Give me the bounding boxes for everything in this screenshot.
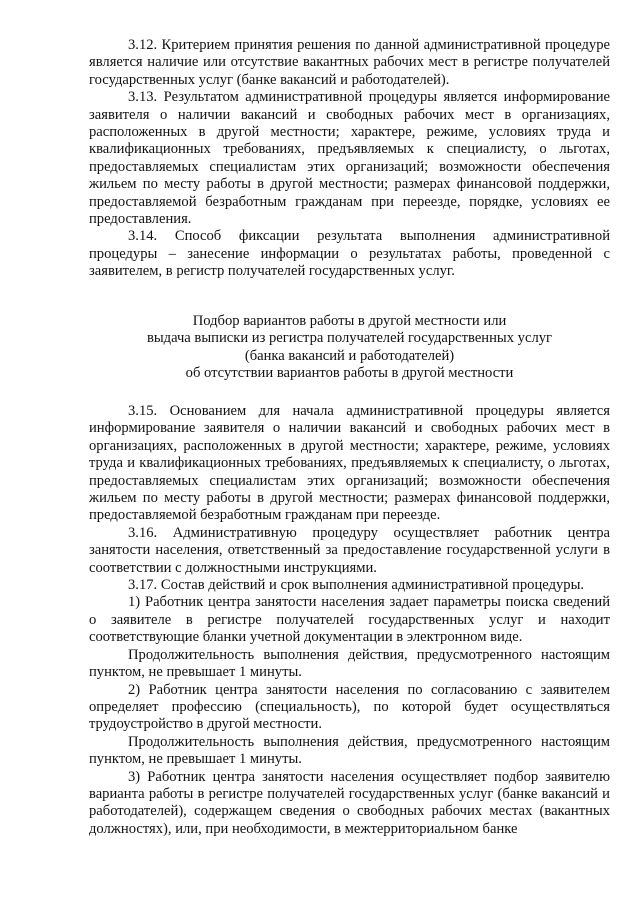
heading-line: выдача выписки из регистра получателей государственных услуг: [146, 330, 553, 347]
heading-line: Подбор вариантов работы в другой местности или: [192, 313, 507, 329]
section-3-15-3-17: [89, 403, 610, 838]
heading-line: об отсутствии вариантов работы в другой местности: [185, 365, 514, 382]
section-heading: [89, 313, 610, 383]
duration-note-2: Продолжительность выполнения действия, предусмотренного настоящим пунктом, не превышает 1 минуты.: [89, 733, 610, 768]
paragraph-3-14: 3.14. Способ фиксации результата выполнения административной процедуры – занесение информации о результатах работы, проведенной с заявителем, в регистр получателей государственных услуг.: [89, 228, 610, 280]
list-item-2: 2) Работник центра занятости населения по согласованию с заявителем определяет профессию (специальность), по которой будет осуществляться трудоустройство в другой местности.: [89, 681, 610, 733]
list-item-1: 1) Работник центра занятости населения задает параметры поиска сведений о заявителе в регистре получателей государственных услуг и находит соответствующие бланки учетной документации в электронном виде.: [89, 594, 610, 646]
paragraph-3-13: 3.13. Результатом административной процедуры является информирование заявителя о наличии вакансий и свободных рабочих мест в организациях, расположенных в другой местности; характере, режиме, условиях труда и квалификационных требованиях, предъявляемых к специалисту, о льготах, предоставляемых специалистам этих организаций; возможности обеспечения жильем по месту работы в другой местности; размерах финансовой поддержки, предоставляемой безработным гражданам при переезде, порядке, условиях ее предоставления.: [89, 89, 610, 228]
list-item-3: 3) Работник центра занятости населения осуществляет подбор заявителю варианта работы в регистре получателей государственных услуг (банке вакансий и работодателей), содержащем сведения о свободных рабочих местах (вакантных должностях), или, при необходимости, в межтерриториальном банке: [89, 768, 610, 837]
paragraph-3-16: 3.16. Административную процедуру осуществляет работник центра занятости населения, ответственный за предоставление государственной услуги в соответствии с должностными инструкциями.: [89, 524, 610, 576]
paragraph-3-15: 3.15. Основанием для начала административной процедуры является информирование заявителя о наличии вакансий и свободных рабочих мест в организациях, расположенных в другой местности; характере, режиме, условиях труда и квалификационных требованиях, предъявляемых к специалисту, о льготах, предоставляемых специалистам этих организаций; возможности обеспечения жильем по месту работы в другой местности; размерах финансовой поддержки, предоставляемой безработным гражданам при переезде.: [89, 403, 610, 524]
paragraph-3-12: 3.12. Критерием принятия решения по данной административной процедуре является наличие или отсутствие вакантных рабочих мест в регистре получателей государственных услуг (банке вакансий и работодателей).: [89, 37, 610, 88]
section-3-12-3-14: [89, 37, 610, 281]
heading-line: (банка вакансий и работодателей): [244, 347, 455, 364]
paragraph-3-17: 3.17. Состав действий и срок выполнения административной процедуры.: [128, 577, 585, 594]
duration-note-1: Продолжительность выполнения действия, предусмотренного настоящим пунктом, не превышает 1 минуты.: [89, 646, 610, 681]
